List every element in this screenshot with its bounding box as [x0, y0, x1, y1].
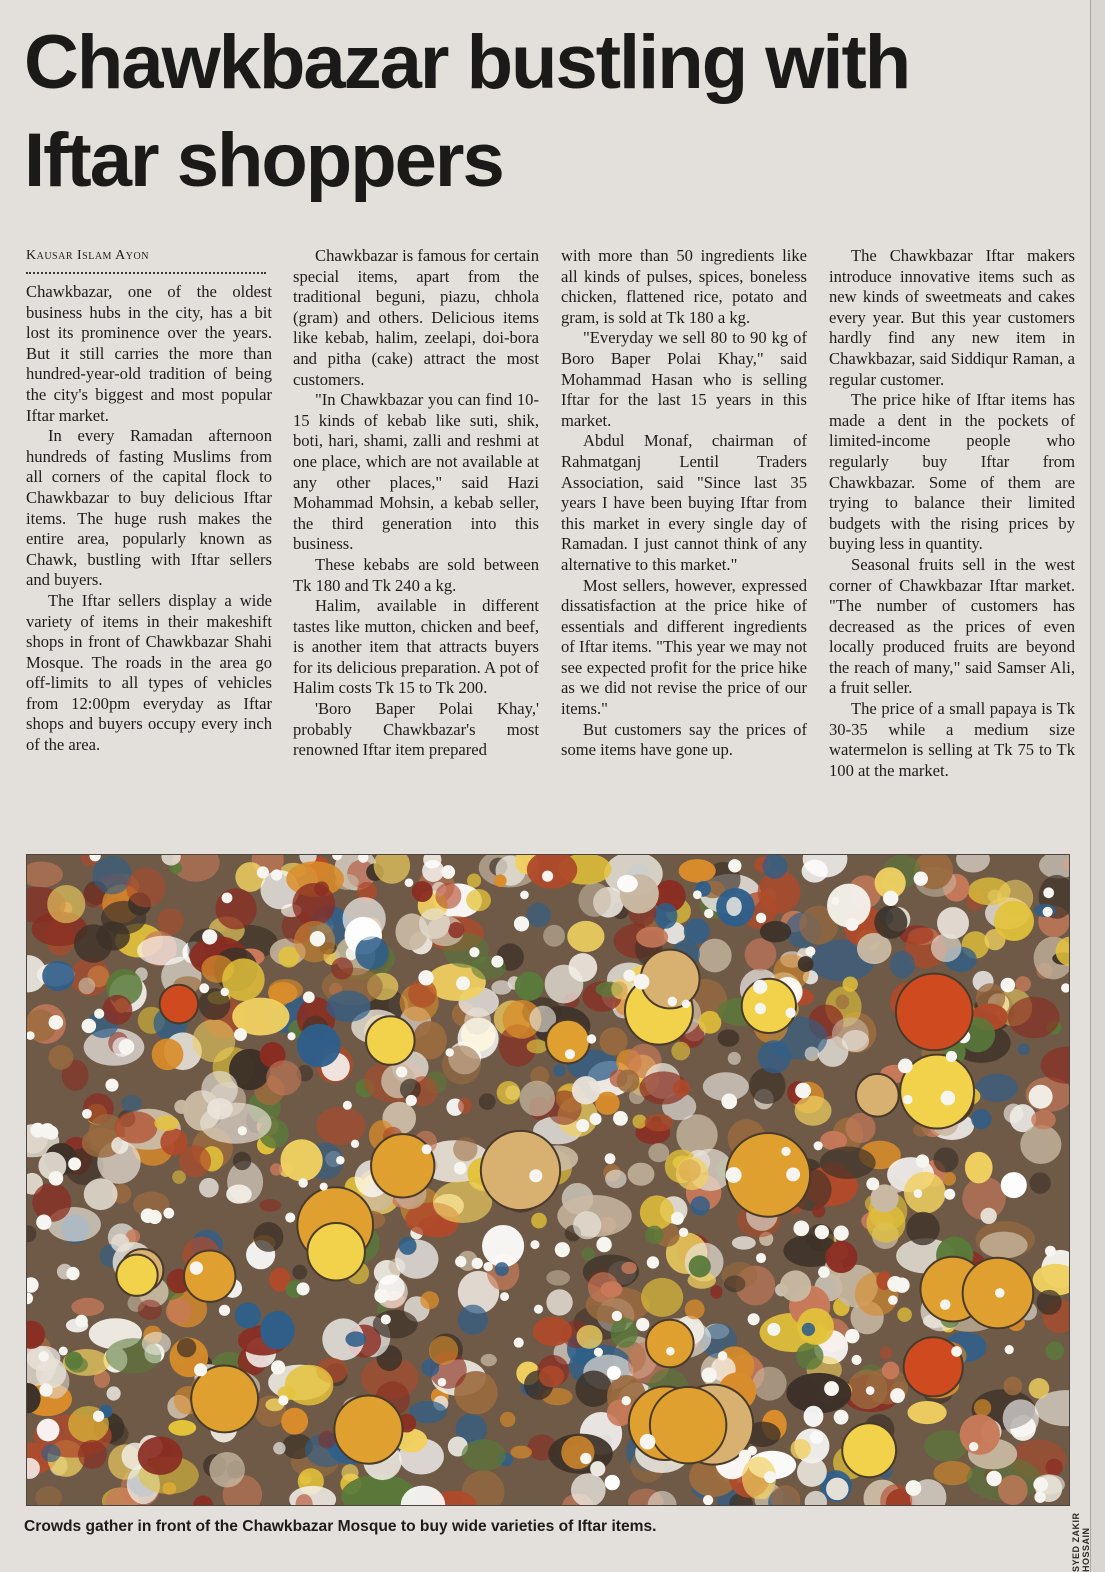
- paragraph: Seasonal fruits sell in the west corner of Chawkbazar Iftar market. "The number of customers has decreased as the prices of even locally produced fruits are beyond the reach of many," said Samser Ali, a fruit seller.: [829, 554, 1075, 698]
- headline-line-1: Chawkbazar bustling with: [24, 20, 910, 105]
- paragraph: with more than 50 ingredients like all kinds of pulses, spices, boneless chicken, flattened rice, potato and gram, is sold at Tk 180 a kg.: [561, 246, 807, 327]
- market-photo: [26, 854, 1070, 1506]
- article-column-3: [561, 246, 807, 761]
- photo-caption: Crowds gather in front of the Chawkbazar Mosque to buy wide varieties of Iftar items.: [24, 1518, 657, 1535]
- paragraph: But customers say the prices of some items have gone up.: [561, 719, 807, 760]
- headline: [24, 14, 1064, 210]
- article-column-2: [293, 246, 539, 761]
- article-column-1: [26, 246, 272, 756]
- paragraph: The price hike of Iftar items has made a dent in the pockets of limited-income people who regularly buy Iftar from Chawkbazar. Some of them are trying to balance their limited budgets with the rising prices by buying less in quantity.: [829, 390, 1075, 554]
- byline-divider: [26, 272, 266, 274]
- byline: Kausar Islam Ayon: [26, 248, 149, 263]
- paragraph: Chawkbazar is famous for certain special items, apart from the traditional beguni, piazu, chhola (gram) and others. Delicious items like kebab, halim, zeelapi, doi-bora and pitha (cake) attract the most customers.: [293, 246, 539, 389]
- page-edge: [1090, 0, 1105, 1572]
- photo-credit: SYED ZAKIR HOSSAIN: [1071, 1512, 1091, 1572]
- paragraph: "In Chawkbazar you can find 10-15 kinds of kebab like suti, shik, boti, hari, shami, zalli and reshmi at one place, which are not available at any other places," said Hazi Mohammad Mohsin, a kebab seller, the third generation into this business.: [293, 390, 539, 554]
- paragraph: In every Ramadan afternoon hundreds of fasting Muslims from all corners of the capital flock to Chawkbazar to buy delicious Iftar items. The huge rush makes the entire area, popularly known as Chawk, bustling with Iftar sellers and buyers.: [26, 426, 272, 590]
- crowd-illustration: [27, 855, 1070, 1506]
- article-column-4: [829, 246, 1075, 781]
- paragraph: These kebabs are sold between Tk 180 and Tk 240 a kg.: [293, 554, 539, 595]
- paragraph: Chawkbazar, one of the oldest business hubs in the city, has a bit lost its prominence over the years. But it still carries the more than hundred-year-old tradition of being the city's biggest and most popular Iftar market.: [26, 282, 272, 425]
- paragraph: 'Boro Baper Polai Khay,' probably Chawkbazar's most renowned Iftar item prepared: [293, 699, 539, 760]
- paragraph: The price of a small papaya is Tk 30-35 while a medium size watermelon is selling at Tk 75 to Tk 100 at the market.: [829, 699, 1075, 780]
- paragraph: The Iftar sellers display a wide variety of items in their makeshift shops in front of Chawkbazar Shahi Mosque. The roads in the area go off-limits to all types of vehicles from 12:00pm everyday as Iftar shops and buyers occupy every inch of the area.: [26, 590, 272, 755]
- paragraph: "Everyday we sell 80 to 90 kg of Boro Baper Polai Khay," said Mohammad Hasan who is selling Iftar for the last 15 years in this market.: [561, 328, 807, 430]
- headline-line-2: Iftar shoppers: [24, 118, 503, 203]
- paragraph: Halim, available in different tastes like mutton, chicken and beef, is another item that attracts buyers for its delicious preparation. A pot of Halim costs Tk 15 to Tk 200.: [293, 596, 539, 698]
- paragraph: The Chawkbazar Iftar makers introduce innovative items such as new kinds of sweetmeats and cakes every year. But this year customers hardly find any new item in Chawkbazar, said Siddiqur Raman, a regular customer.: [829, 246, 1075, 389]
- paragraph: Most sellers, however, expressed dissatisfaction at the price hike of essentials and different ingredients of Iftar items. "This year we may not see expected profit for the price hike as we did not revise the price of our items.": [561, 575, 807, 719]
- paragraph: Abdul Monaf, chairman of Rahmatganj Lentil Traders Association, said "Since last 35 years I have been buying Iftar from this market in every single day of Ramadan. I just cannot think of any alternative to this market.": [561, 431, 807, 574]
